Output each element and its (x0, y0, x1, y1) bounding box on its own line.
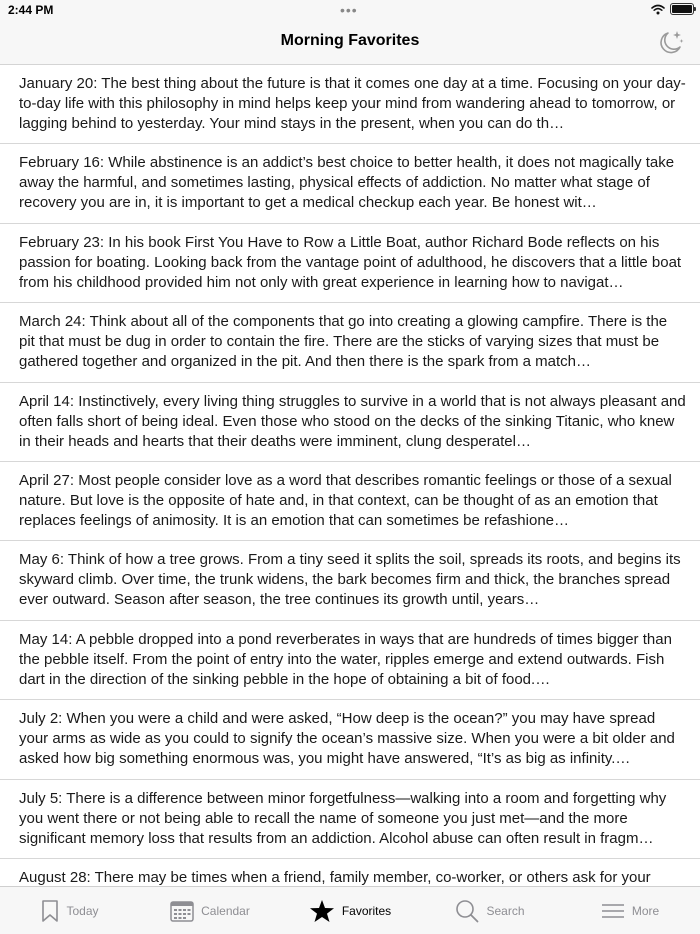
bookmark-icon (41, 899, 59, 923)
entry-text: April 27: Most people consider love as a word that describes romantic feelings or those of a sexual nature. But love is the opposite of hate and, in that context, can be thought of as an emotion that replaces feelings of animosity. It is an emotion that can sometimes be refashione… (19, 471, 672, 529)
entry-text: July 2: When you were a child and were asked, “How deep is the ocean?” you may have spread your arms as wide as you could to signify the ocean’s massive size. When you were a bit older and asked how big something enormous was, you might have answered, “It’s as big as infinity.… (19, 710, 675, 768)
page-title: Morning Favorites (280, 32, 420, 49)
list-item[interactable] (0, 65, 700, 144)
entry-text: May 14: A pebble dropped into a pond reverberates in ways that are hundreds of times bigger than the pebble itself. From the point of entry into the water, ripples emerge and extend outwards. Fish dart in the direction of the sinking pebble in the hope of obtaining a bit of food.… (19, 630, 672, 688)
tab-label: Today (66, 903, 99, 918)
tab-label: Favorites (341, 903, 392, 918)
menu-icon (601, 903, 625, 919)
multitasking-dots[interactable]: ••• (340, 2, 358, 18)
star-icon (309, 899, 335, 923)
list-item[interactable] (0, 303, 700, 382)
entry-text: February 16: While abstinence is an addict’s best choice to better health, it does not magically take away the harmful, and sometimes lasting, physical effects of addiction. No matter what stage of recovery you are in, it is important to get a medical checkup each year. Be honest wit… (19, 154, 675, 212)
entry-text: May 6: Think of how a tree grows. From a tiny seed it splits the soil, spreads its roots, and begins its skyward climb. Over time, the trunk widens, the bark becomes firm and thick, the branches spread ever outward. Season after season, the tree continues its growth until, years… (19, 551, 681, 609)
tab-label: Search (486, 903, 525, 918)
entry-text: April 14: Instinctively, every living thing struggles to survive in a world that is not always pleasant and often falls short of being ideal. Even those who stood on the decks of the sinking Titanic, who knew in their heads and hearts that their deaths were imminent, clung desperatel… (19, 392, 686, 450)
list-item[interactable] (0, 462, 700, 541)
list-item[interactable] (0, 621, 700, 700)
list-item[interactable] (0, 144, 700, 223)
list-item[interactable] (0, 383, 700, 462)
tab-favorites[interactable] (280, 887, 420, 934)
tab-label: Calendar (201, 903, 250, 918)
navigation-bar (0, 22, 700, 65)
status-time: 2:44 PM (8, 3, 54, 17)
entry-text: August 28: There may be times when a friend, family member, co-worker, or others ask for your (19, 868, 651, 886)
night-mode-icon[interactable] (656, 27, 686, 57)
status-bar (0, 0, 700, 22)
tab-bar (0, 886, 700, 934)
wifi-icon (651, 4, 665, 15)
favorites-list[interactable] (0, 65, 700, 887)
tab-more[interactable] (560, 887, 700, 934)
list-item[interactable] (0, 700, 700, 779)
tab-label: More (631, 903, 660, 918)
search-icon (455, 899, 479, 923)
tab-calendar[interactable] (140, 887, 280, 934)
list-item[interactable] (0, 780, 700, 859)
tab-search[interactable] (420, 887, 560, 934)
calendar-icon (170, 900, 194, 922)
list-item[interactable] (0, 224, 700, 303)
status-indicators (651, 3, 694, 15)
entry-text: July 5: There is a difference between minor forgetfulness—walking into a room and forgetting why you went there or not being able to recall the name of someone you just met—and the more significant memory loss that results from an addiction. Alcohol abuse can often result in fragm… (19, 789, 667, 847)
battery-icon (670, 3, 694, 15)
list-item[interactable] (0, 859, 700, 887)
entry-text: February 23: In his book First You Have to Row a Little Boat, author Richard Bode reflects on his passion for boating. Looking back from the vantage point of adulthood, he discovers that a little boat from his childhood provided him not only with great experience in learning how to navigat… (19, 233, 682, 291)
entry-text: March 24: Think about all of the components that go into creating a glowing campfire. There is the pit that must be dug in order to contain the fire. There are the sticks of varying sizes that must be gathered together and organized in the pit. And then there is the spark from a match… (19, 313, 668, 371)
tab-today[interactable] (0, 887, 140, 934)
entry-text: January 20: The best thing about the future is that it comes one day at a time. Focusing on your day-to-day life with this philosophy in mind helps keep your mind from wandering ahead to tomorrow, or lagging behind to yesterday. Your mind stays in the present, when you can do th… (19, 75, 686, 132)
list-item[interactable] (0, 541, 700, 620)
